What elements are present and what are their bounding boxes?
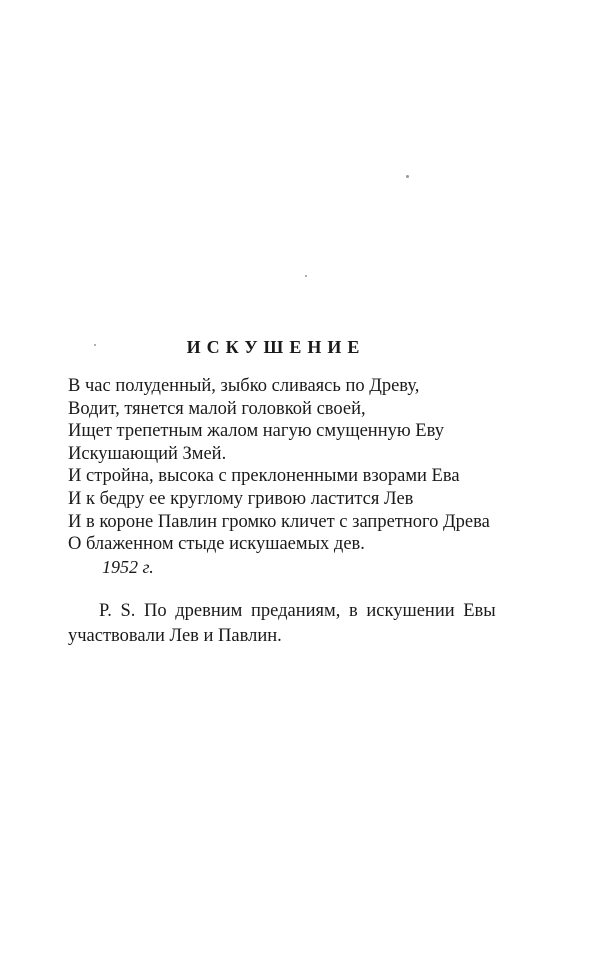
poem-line: И к бедру ее круглому гривою ластится Лев [68,488,414,509]
postscript-line: участвовали Лев и Павлин. [68,626,282,646]
poem-title: ИСКУШЕНИЕ [186,337,366,357]
poem-line: В час полуденный, зыбко сливаясь по Древу, [68,376,420,396]
poem-body [68,375,568,556]
poem-line: Водит, тянется малой головкой своей, [68,398,366,419]
poem-line: О блаженном стыде искушаемых дев. [68,534,365,555]
print-speck [305,275,307,277]
poem-line: Искушающий Змей. [68,443,227,464]
poem-line: И в короне Павлин громко кличет с запретного Древа [68,511,490,532]
poem-line: Ищет трепетным жалом нагую смущенную Еву [68,421,444,442]
poem-date: 1952 г. [102,557,154,577]
postscript-line: P. S. По древним преданиям, в искушении Евы [99,601,496,621]
postscript-note [68,599,524,649]
poem-line: И стройна, высока с преклоненными взорами Ева [68,466,460,487]
print-speck [406,175,409,178]
